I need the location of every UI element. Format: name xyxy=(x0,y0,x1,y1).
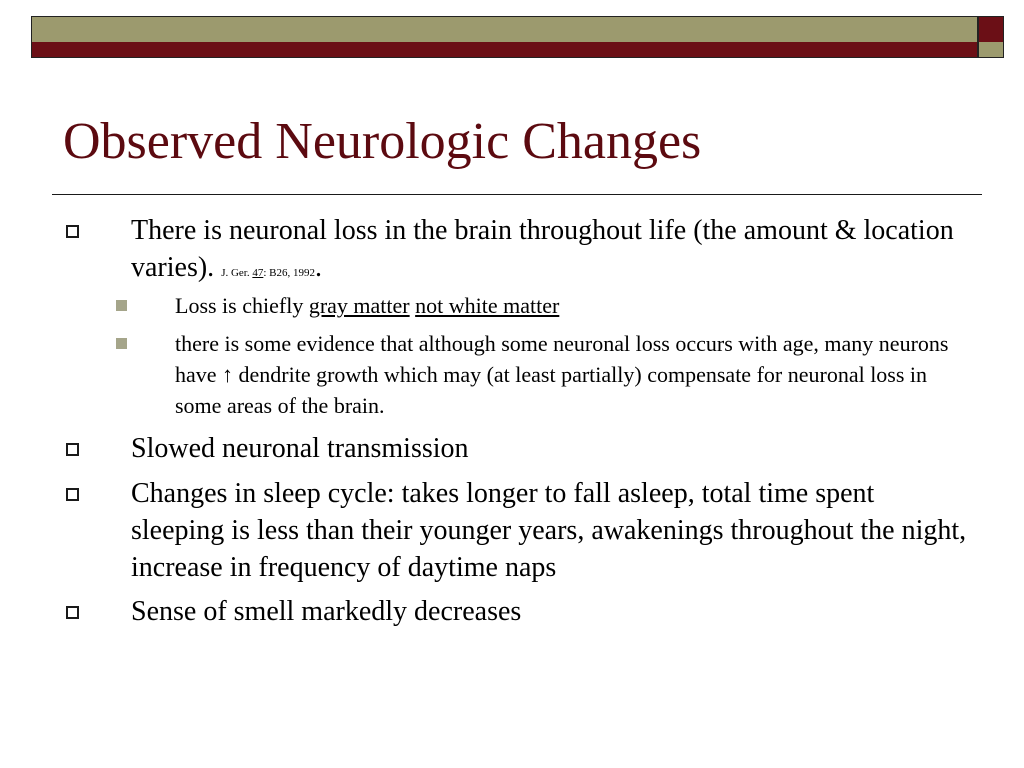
hollow-square-bullet-icon xyxy=(66,225,79,238)
hollow-square-bullet-icon xyxy=(66,606,79,619)
slide-title: Observed Neurologic Changes xyxy=(63,113,702,170)
header-square-olive xyxy=(978,42,1004,58)
bullet-neuronal-loss: There is neuronal loss in the brain throughout life (the amount & location varies). J. Ger. 47: B26, 1992. xyxy=(131,212,971,292)
hollow-square-bullet-icon xyxy=(66,488,79,501)
sub-bullet-dendrite-growth: there is some evidence that although some neuronal loss occurs with age, many neurons have ↑ dendrite growth which may (at least partially) compensate for neuronal loss in some areas of the brain. xyxy=(175,328,975,421)
sub-bullet-gray-matter: Loss is chiefly gray matter not white matter xyxy=(175,290,975,321)
title-divider xyxy=(52,194,982,195)
bullet-slowed-transmission: Slowed neuronal transmission xyxy=(131,430,971,467)
underlined-text: gray matter xyxy=(308,293,410,318)
bullet-text: There is neuronal loss in the brain throughout life (the amount & location varies). xyxy=(131,215,954,283)
citation: J. Ger. 47: B26, 1992 xyxy=(221,267,316,279)
bullet-smell: Sense of smell markedly decreases xyxy=(131,593,971,630)
header-bar-olive xyxy=(31,16,978,43)
filled-square-bullet-icon xyxy=(116,300,127,311)
hollow-square-bullet-icon xyxy=(66,443,79,456)
underlined-text: not white matter xyxy=(415,293,560,318)
bullet-sleep-cycle: Changes in sleep cycle: takes longer to fall asleep, total time spent sleeping is less than their younger years, awakenings throughout the night, increase in frequency of daytime naps xyxy=(131,475,971,586)
filled-square-bullet-icon xyxy=(116,338,127,349)
header-bar-maroon xyxy=(31,42,978,58)
header-square-maroon xyxy=(978,16,1004,43)
